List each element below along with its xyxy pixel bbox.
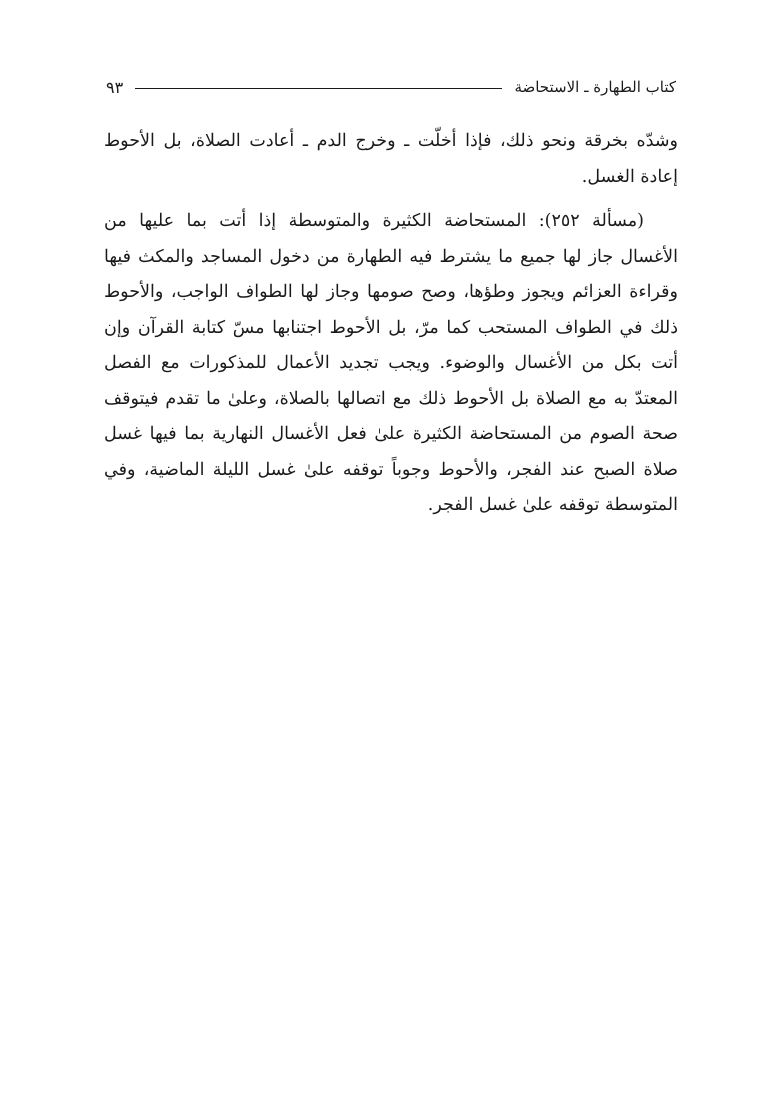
paragraph-masala-252: (مسألة ٢٥٢): المستحاضة الكثيرة والمتوسطة إذا أتت بما عليها من الأغسال جاز لها جميع ما يشترط فيه الطهارة من دخول المساجد والمكث فيها وقراءة العزائم ويجوز وطؤها، وصح صومها وجاز لها الطواف الواجب، والأحوط ذلك في الطواف المستحب كما مرّ، بل الأحوط اجتنابها مسّ كتابة القرآن وإن أتت بكل من الأغسال والوضوء. ويجب تجديد الأعمال للمذكورات مع الفصل المعتدّ به مع الصلاة بل الأحوط ذلك مع اتصالها بالصلاة، وعلىٰ ما تقدم فيتوقف صحة الصوم من المستحاضة الكثيرة علىٰ فعل الأغسال النهارية بما فيها غسل صلاة الصبح عند الفجر، والأحوط وجوباً توقفه علىٰ غسل الليلة الماضية، وفي المتوسطة توقفه علىٰ غسل الفجر. [104,211,678,515]
paragraph-continuation: وشدّه بخرقة ونحو ذلك، فإذا أخلّت ـ وخرج الدم ـ أعادت الصلاة، بل الأحوط إعادة الغسل. [104,131,678,187]
header-title: كتاب الطهارة ـ الاستحاضة [514,78,676,96]
page-number: ٩٣ [106,77,124,97]
running-header [106,72,676,102]
header-rule [135,88,502,89]
body-text [104,124,678,524]
